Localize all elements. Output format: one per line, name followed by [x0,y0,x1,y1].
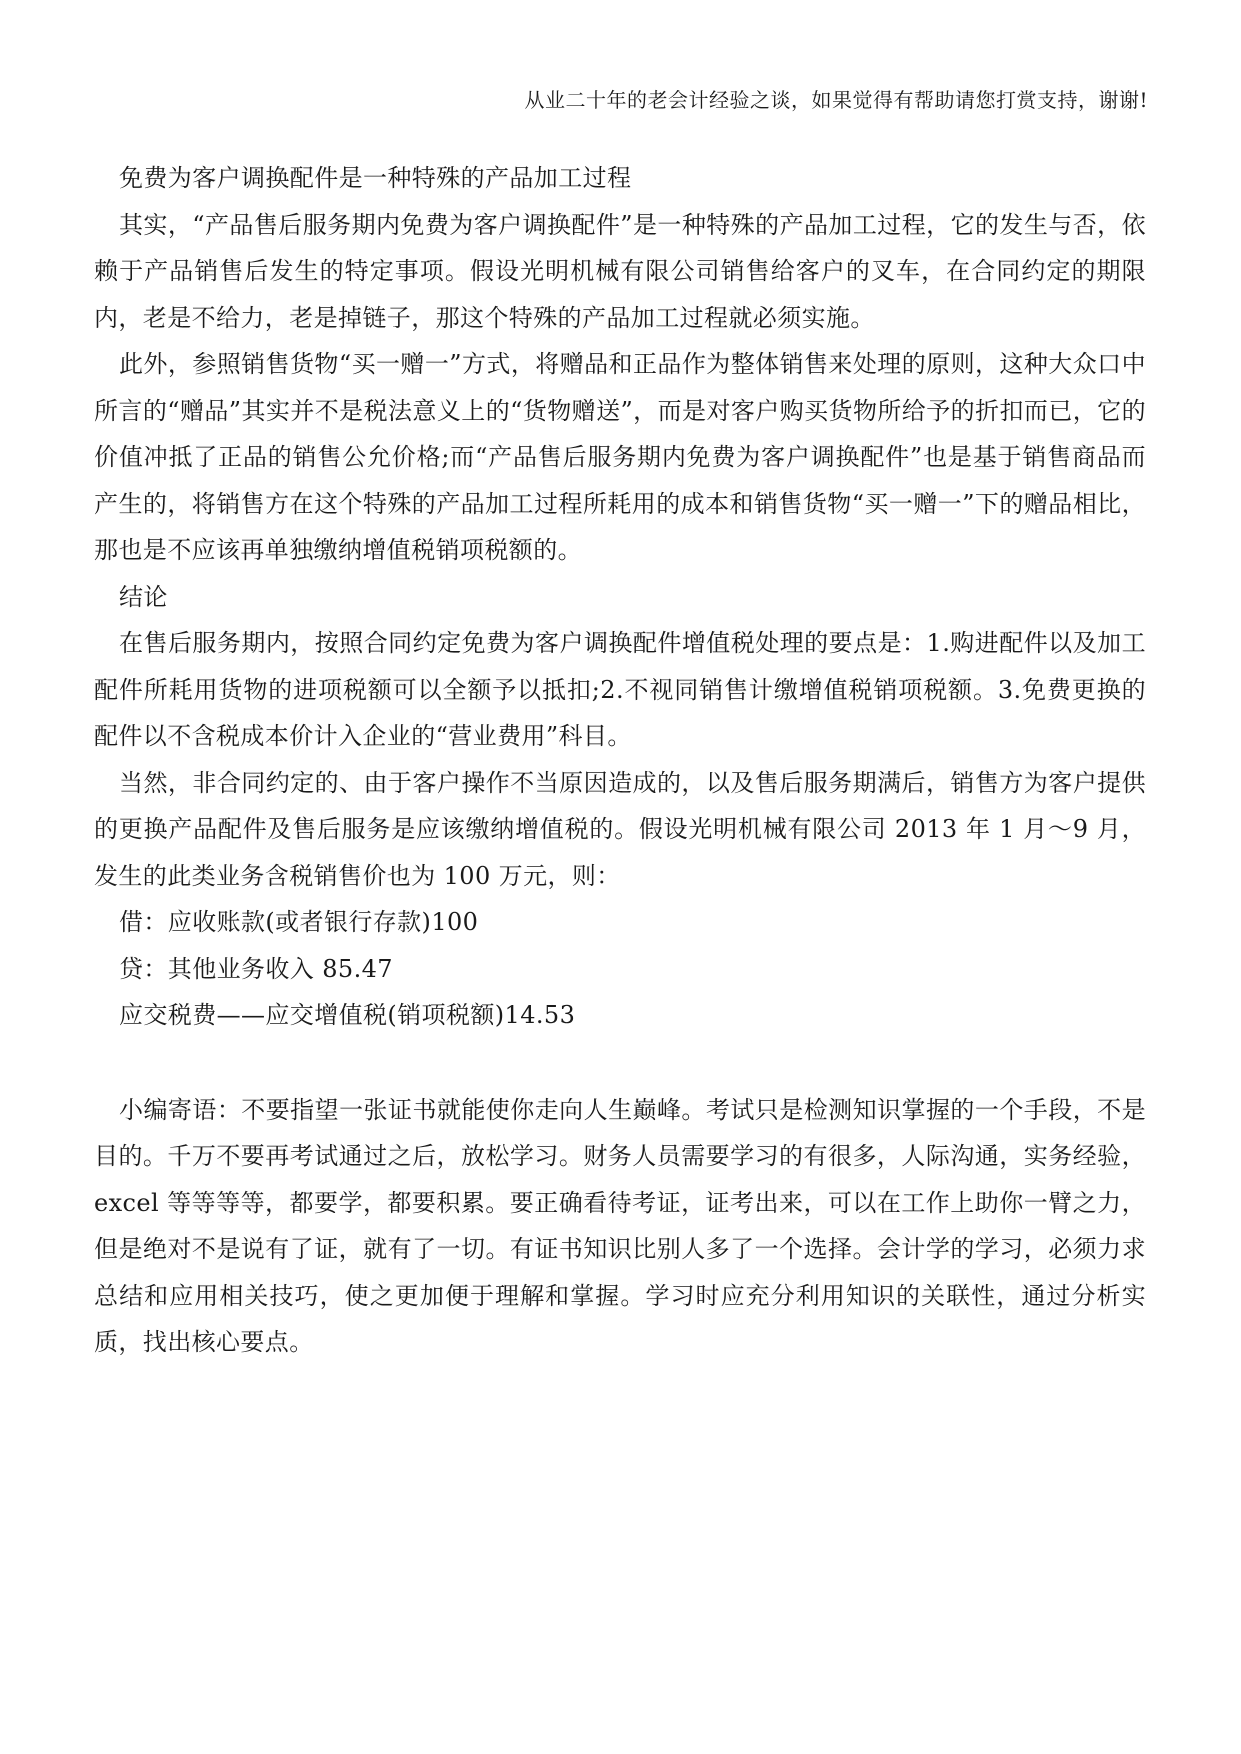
paragraph: 当然，非合同约定的、由于客户操作不当原因造成的，以及售后服务期满后，销售方为客户提供的更换产品配件及售后服务是应该缴纳增值税的。假设光明机械有限公司 2013 年 1 月～9 月，发生的此类业务含税销售价也为 100 万元，则： [94,768,1146,890]
header-note: 从业二十年的老会计经验之谈，如果觉得有帮助请您打赏支持，谢谢! [524,88,1148,112]
journal-entry-debit: 借：应收账款(或者银行存款)100 [119,908,479,936]
editor-note: 小编寄语：不要指望一张证书就能使你走向人生巅峰。考试只是检测知识掌握的一个手段，不是目的。千万不要再考试通过之后，放松学习。财务人员需要学习的有很多，人际沟通，实务经验，excel 等等等等，都要学，都要积累。要正确看待考证，证考出来，可以在工作上助你一臂之力，但是绝对不是说有了证，就有了一切。有证书知识比别人多了一个选择。会计学的学习，必须力求总结和应用相关技巧，使之更加便于理解和掌握。学习时应充分利用知识的关联性，通过分析实质，找出核心要点。 [94,1095,1146,1356]
paragraph: 此外，参照销售货物“买一赠一”方式，将赠品和正品作为整体销售来处理的原则，这种大众口中所言的“赠品”其实并不是税法意义上的“货物赠送”，而是对客户购买货物所给予的折扣而已，它的价值冲抵了正品的销售公允价格;而“产品售后服务期内免费为客户调换配件”也是基于销售商品而产生的，将销售方在这个特殊的产品加工过程所耗用的成本和销售货物“买一赠一”下的赠品相比，那也是不应该再单独缴纳增值税销项税额的。 [94,350,1146,564]
journal-entry-credit: 贷：其他业务收入 85.47 [119,954,393,983]
section-heading: 免费为客户调换配件是一种特殊的产品加工过程 [119,164,632,192]
paragraph: 其实，“产品售后服务期内免费为客户调换配件”是一种特殊的产品加工过程，它的发生与否，依赖于产品销售后发生的特定事项。假设光明机械有限公司销售给客户的叉车，在合同约定的期限内，老是不给力，老是掉链子，那这个特殊的产品加工过程就必须实施。 [94,210,1146,332]
conclusion-heading: 结论 [119,582,168,611]
blank-line [94,1039,1146,1087]
document-body [94,155,1146,1366]
paragraph: 在售后服务期内，按照合同约定免费为客户调换配件增值税处理的要点是：1.购进配件以及加工配件所耗用货物的进项税额可以全额予以抵扣;2.不视同销售计缴增值税销项税额。3.免费更换的配件以不含税成本价计入企业的“营业费用”科目。 [94,629,1146,750]
journal-entry-credit: 应交税费——应交增值税(销项税额)14.53 [119,1001,576,1029]
